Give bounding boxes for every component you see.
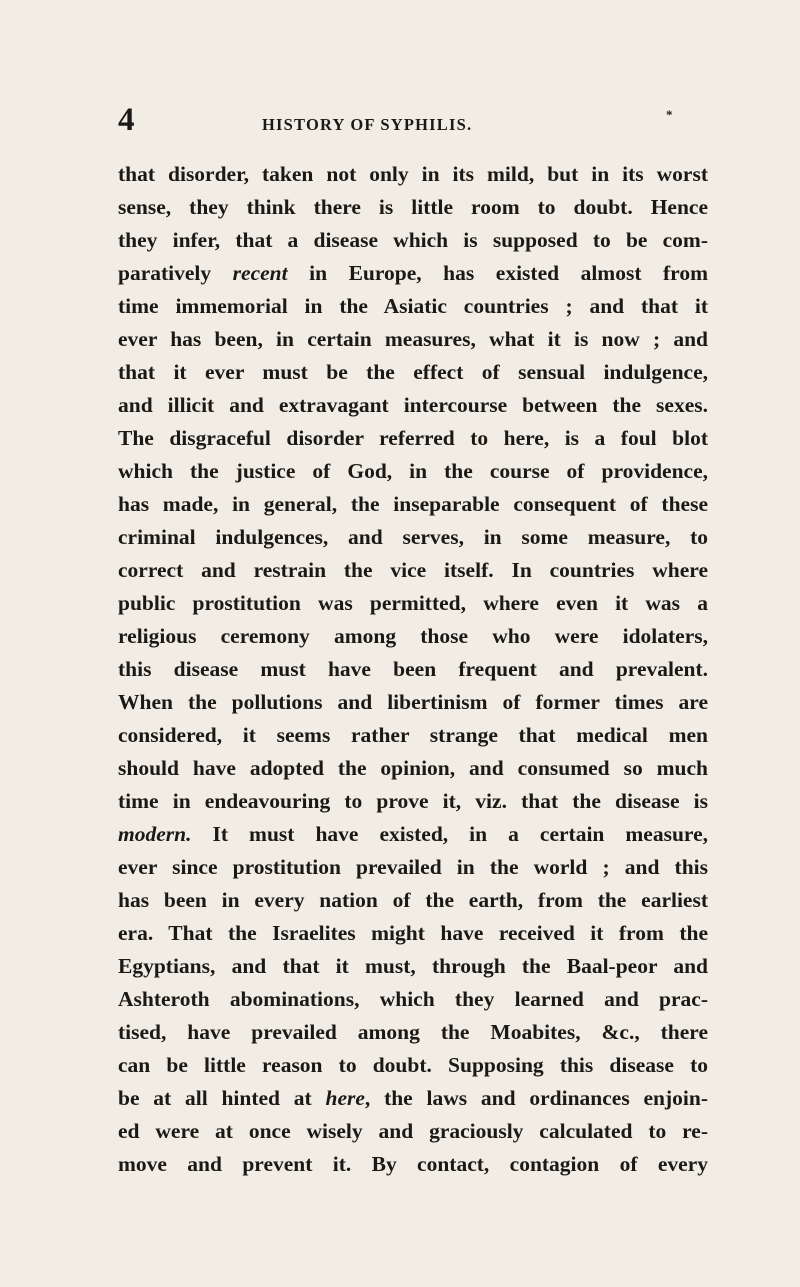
text-line: can be little reason to doubt. Supposing this disease to: [118, 1053, 708, 1077]
text-line: correct and restrain the vice itself. In countries where: [118, 558, 708, 582]
text-line: modern. It must have existed, in a certain measure,: [118, 822, 708, 846]
text-line: time immemorial in the Asiatic countries ; and that it: [118, 294, 708, 318]
text-line: should have adopted the opinion, and consumed so much: [118, 756, 708, 780]
body-text: [118, 158, 708, 1181]
text-line: move and prevent it. By contact, contagion of every: [118, 1152, 708, 1176]
italic-word: modern.: [118, 822, 192, 846]
text-line: ever since prostitution prevailed in the world ; and this: [118, 855, 708, 879]
text-line: religious ceremony among those who were idolaters,: [118, 624, 708, 648]
text-line: that disorder, taken not only in its mild, but in its worst: [118, 162, 708, 186]
italic-word: here: [325, 1086, 365, 1110]
ornament-mark: *: [666, 107, 673, 122]
text-line: ever has been, in certain measures, what it is now ; and: [118, 327, 708, 351]
running-head: HISTORY OF SYPHILIS.: [262, 115, 473, 134]
text-line: that it ever must be the effect of sensual indulgence,: [118, 360, 708, 384]
text-line: considered, it seems rather strange that medical men: [118, 723, 708, 747]
text-line: they infer, that a disease which is supposed to be com-: [118, 228, 708, 252]
text-line: Ashteroth abominations, which they learned and prac-: [118, 987, 708, 1011]
text-line: this disease must have been frequent and prevalent.: [118, 657, 708, 681]
text-line: criminal indulgences, and serves, in some measure, to: [118, 525, 708, 549]
text-line: The disgraceful disorder referred to here, is a foul blot: [118, 426, 708, 450]
text-line: which the justice of God, in the course of providence,: [118, 459, 708, 483]
text-line: has been in every nation of the earth, from the earliest: [118, 888, 708, 912]
text-line: paratively recent in Europe, has existed almost from: [118, 261, 708, 285]
text-line: Egyptians, and that it must, through the Baal-peor and: [118, 954, 708, 978]
text-line: sense, they think there is little room to doubt. Hence: [118, 195, 708, 219]
page-header: [118, 102, 688, 148]
text-line: public prostitution was permitted, where even it was a: [118, 591, 708, 615]
text-line: tised, have prevailed among the Moabites, &c., there: [118, 1020, 708, 1044]
text-line: era. That the Israelites might have received it from the: [118, 921, 708, 945]
text-line: be at all hinted at here, the laws and ordinances enjoin-: [118, 1086, 708, 1110]
text-line: and illicit and extravagant intercourse between the sexes.: [118, 393, 708, 417]
italic-word: recent: [232, 261, 288, 285]
page-number: 4: [118, 102, 135, 138]
text-line: time in endeavouring to prove it, viz. that the disease is: [118, 789, 708, 813]
text-line: has made, in general, the inseparable consequent of these: [118, 492, 708, 516]
text-line: ed were at once wisely and graciously calculated to re-: [118, 1119, 708, 1143]
text-line: When the pollutions and libertinism of former times are: [118, 690, 708, 714]
